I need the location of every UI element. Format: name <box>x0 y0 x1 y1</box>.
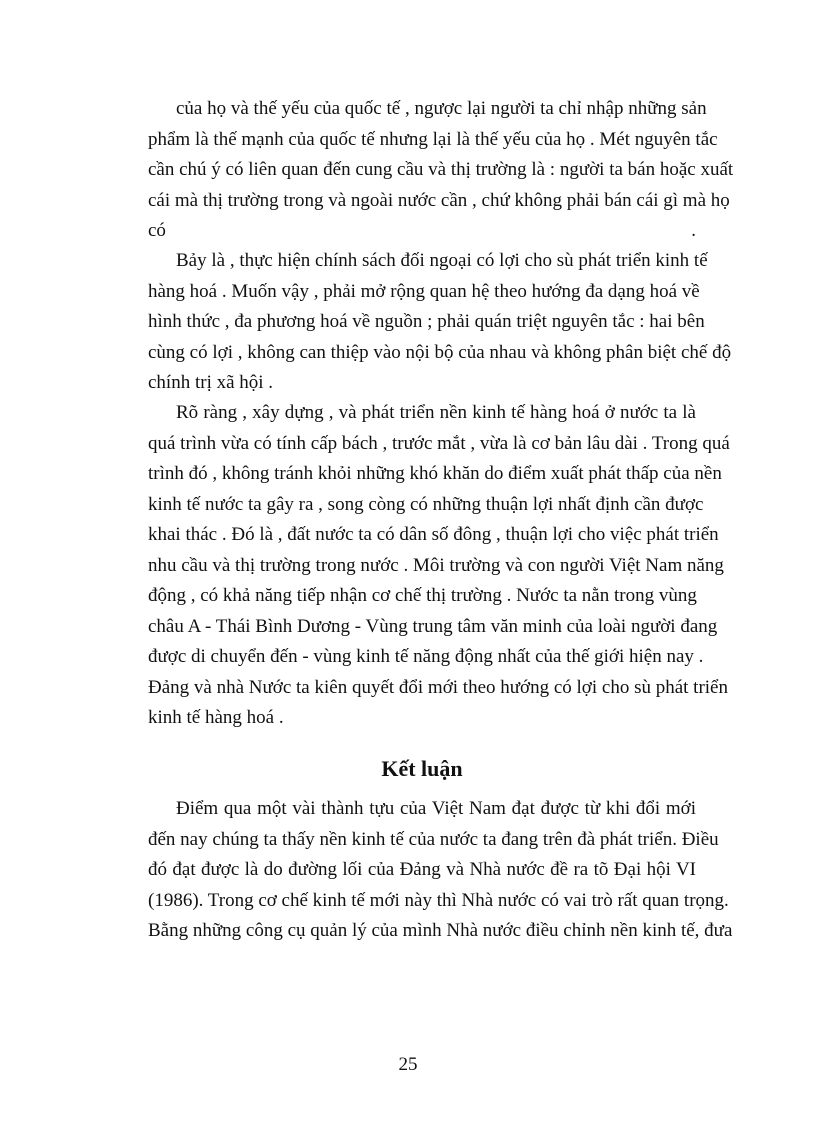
paragraph-line: (1986). Trong cơ chế kinh tế mới này thì Nhà nước có vai trò rất quan trọng. <box>148 889 729 911</box>
paragraph-line: kinh tế nước ta gây ra , song còng có những thuận lợi nhất định cần được <box>148 493 704 515</box>
paragraph-line: phẩm là thế mạnh của quốc tế nhưng lại là thế yếu của họ . Mét nguyên tắc <box>148 128 718 150</box>
paragraph-line: Bảy là , thực hiện chính sách đối ngoại có lợi cho sù phát triển kinh tế <box>176 250 708 271</box>
paragraph-1 <box>148 94 734 247</box>
paragraph-line: Rõ ràng , xây dựng , và phát triển nền kinh tế hàng hoá ở nước ta là <box>176 402 696 423</box>
paragraph-line: trình đó , không tránh khỏi những khó khăn do điểm xuất phát thấp của nền <box>148 463 722 484</box>
paragraph-line: được di chuyển đến - vùng kinh tế năng động nhất của thế giới hiện nay . <box>148 646 704 667</box>
paragraph-2 <box>148 246 732 399</box>
paragraph-line: nhu cầu và thị trường trong nước . Môi trường và con người Việt Nam năng <box>148 554 724 576</box>
section-heading: Kết luận <box>381 756 463 781</box>
paragraph-line: quá trình vừa có tính cấp bách , trước mắt , vừa là cơ bản lâu dài . Trong quá <box>148 432 730 454</box>
paragraph-line-left: có <box>148 220 166 241</box>
paragraph-line: đó đạt được là do đường lối của Đảng và Nhà nước đề ra tõ Đại hội VI <box>148 859 696 880</box>
paragraph-line: khai thác . Đó là , đất nước ta có dân số đông , thuận lợi cho việc phát triển <box>148 524 719 545</box>
paragraph-line: động , có khả năng tiếp nhận cơ chế thị trường . Nước ta nằn trong vùng <box>148 585 697 606</box>
paragraph-line: đến nay chúng ta thấy nền kinh tế của nước ta đang trên đà phát triển. Điều <box>148 828 719 850</box>
conclusion-paragraph <box>148 794 733 947</box>
paragraph-line: cần chú ý có liên quan đến cung cầu và thị trường là : người ta bán hoặc xuất <box>148 159 734 180</box>
page-number: 25 <box>398 1054 418 1075</box>
paragraph-line: cái mà thị trường trong và ngoài nước cần , chứ không phải bán cái gì mà họ <box>148 189 730 211</box>
paragraph-line: hàng hoá . Muốn vậy , phải mở rộng quan hệ theo hướng đa dạng hoá về <box>148 280 700 302</box>
paragraph-last-line <box>148 216 696 247</box>
paragraph-line: Đảng và nhà Nước ta kiên quyết đổi mới theo hướng có lợi cho sù phát triển <box>148 676 728 698</box>
paragraph-line: chính trị xã hội . <box>148 372 274 393</box>
paragraph-line: kinh tế hàng hoá . <box>148 707 284 728</box>
paragraph-3 <box>148 398 730 734</box>
paragraph-line: cùng có lợi , không can thiệp vào nội bộ của nhau và không phân biệt chế độ <box>148 341 732 363</box>
paragraph-line: châu A - Thái Bình Dương - Vùng trung tâm văn minh của loài người đang <box>148 615 718 637</box>
paragraph-line: của họ và thế yếu của quốc tế , ngược lại người ta chỉ nhập những sản <box>176 98 707 119</box>
paragraph-line: hình thức , đa phương hoá về nguồn ; phải quán triệt nguyên tắc : hai bên <box>148 311 705 332</box>
paragraph-line: Điểm qua một vài thành tựu của Việt Nam đạt được từ khi đổi mới <box>176 798 696 819</box>
paragraph-line: Bằng những công cụ quản lý của mình Nhà nước điều chỉnh nền kinh tế, đưa <box>148 920 733 941</box>
paragraph-line-right: . <box>691 220 696 241</box>
